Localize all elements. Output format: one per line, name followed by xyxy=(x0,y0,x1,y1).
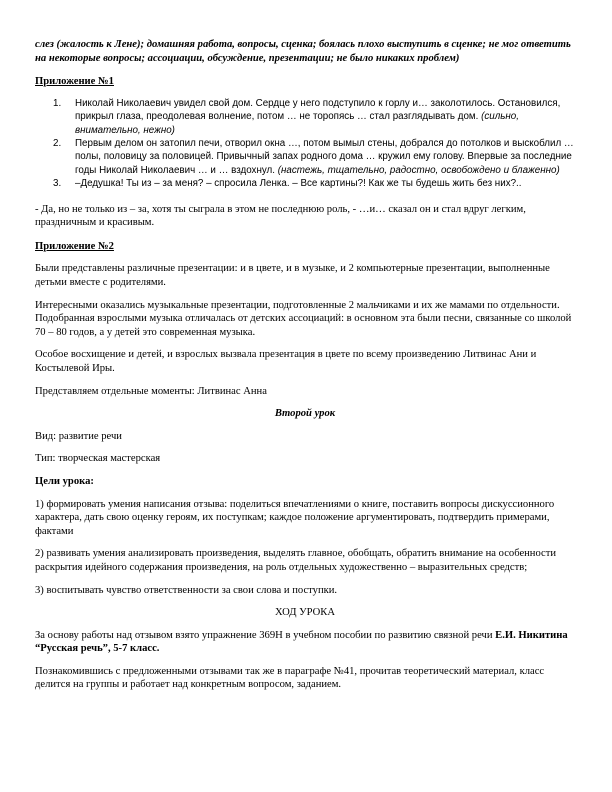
list-item-text: Первым делом он затопил печи, отворил окна …, потом вымыл стены, добрался до потолков и выскоблил … полы, половицу за половицей. Привычный запах родного дома … кружил ему голову. Впервые за последние годы Николай Николаевич … и … вздохнул. xyxy=(75,138,574,176)
list-item xyxy=(35,97,575,137)
appendix1-title: Приложение №1 xyxy=(35,76,114,88)
goal-item: 3) воспитывать чувство ответственности за свои слова и поступки. xyxy=(35,584,338,596)
list-item-number: 2. xyxy=(53,138,62,149)
lesson-type: Вид: развитие речи xyxy=(35,430,122,442)
lesson2-title: Второй урок xyxy=(274,408,336,420)
goals-title: Цели урока: xyxy=(35,475,94,487)
appendix2-paragraph: Особое восхищение и детей, и взрослых вызвала презентация в цвете по всему произведению Литвинас Ани и Костылевой Иры. xyxy=(35,349,537,374)
list-item-text: Николай Николаевич увидел свой дом. Сердце у него подступило к горлу и… заколотилось. Остановился, прикрыл глаза, преодолевая волнение, потом … не торопясь … стал разглядывать дом. xyxy=(75,97,561,123)
appendix2-paragraph: Интересными оказались музыкальные презентации, подготовленные 2 мальчиками и их же мамами по отдельности. Подобранная взрослыми музыка отличалась от детских ассоциаций: в основном эта были песни, связанные со школой 70 – 80 годов, а у детей это современная музыка. xyxy=(35,299,572,338)
document-page xyxy=(35,38,575,692)
final-paragraph: Познакомившись с предложенными отзывами так же в параграфе №41, прочитав теоретический материал, класс делится на группы и работает над конкретным вопросом, заданием. xyxy=(35,665,545,691)
list-item xyxy=(35,137,575,177)
goal-item: 2) развивать умения анализировать произведения, выделять главное, обобщать, обратить внимание на особенности раскрытия идейного содержания произведения, на роль отдельных художественно – выразительных средств; xyxy=(35,548,557,573)
goal-item: 1) формировать умения написания отзыва: поделиться впечатлениями о книге, поставить вопросы дискуссионного характера, дать свою оценку героям, их поступкам; каждое положение аргументировать, подтвердить примерами, фактами xyxy=(35,498,555,537)
basis-text: За основу работы над отзывом взято упражнение 369Н в учебном пособии по развитию связной речи xyxy=(35,629,496,641)
list-item-note: (настежь, тщательно, радостно, освобождено и блаженно) xyxy=(277,164,560,176)
intro-text: слез (жалость к Лене); домашняя работа, вопросы, сценка; боялась плохо выступить в сценке; не мог ответить на некоторые вопросы; ассоциации, обсуждение, презентации; не было никаких проблем) xyxy=(35,39,571,64)
basis-paragraph xyxy=(35,629,575,656)
list-item-text: –Дедушка! Ты из – за меня? – спросила Ленка. – Все картины?! Как же ты будешь жить без них?.. xyxy=(75,178,522,190)
progress-title: ХОД УРОКА xyxy=(275,607,335,619)
appendix2-paragraph: Были представлены различные презентации: и в цвете, и в музыке, и 2 компьютерные презентации, выполненные детьми вместе с родителями. xyxy=(35,263,550,288)
appendix2-paragraph: Представляем отдельные моменты: Литвинас Анна xyxy=(35,385,267,397)
appendix1-list xyxy=(35,97,575,191)
appendix2-title: Приложение №2 xyxy=(35,240,114,252)
list-item-number: 1. xyxy=(53,97,62,109)
lesson-kind: Тип: творческая мастерская xyxy=(35,453,161,465)
list-item-note: (сильно, внимательно, нежно) xyxy=(75,111,519,136)
textbook-reference: Е.И. Никитина “Русская речь”, 5-7 класс. xyxy=(35,629,568,655)
list-item-number: 3. xyxy=(53,178,62,190)
appendix1-quote: - Да, но не только из – за, хотя ты сыграла в этом не последнюю роль, - …и… сказал он и стал вдруг легким, праздничным и красивым. xyxy=(35,203,526,229)
list-item xyxy=(35,177,575,190)
